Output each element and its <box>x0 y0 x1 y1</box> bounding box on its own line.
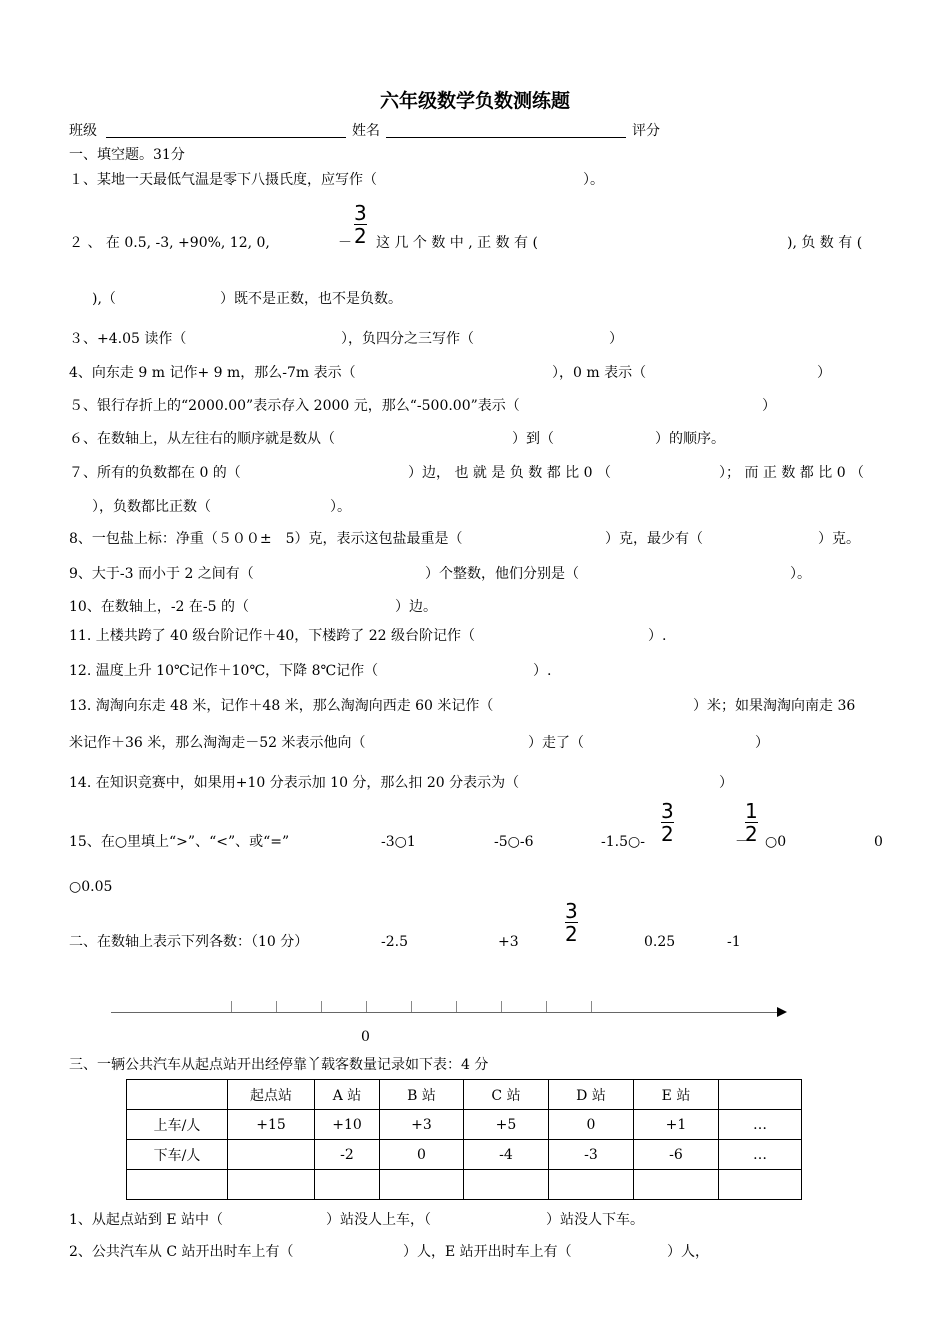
table-cell: B 站 <box>380 1080 464 1110</box>
q7-end: ）。 <box>330 499 351 515</box>
bus-passenger-table <box>126 1079 802 1200</box>
number-line-zero: 0 <box>361 1029 370 1045</box>
table-cell: 下车/人 <box>127 1140 228 1170</box>
q2-neither: ）既不是正数，也不是负数。 <box>220 291 402 307</box>
table-cell[interactable] <box>719 1170 802 1200</box>
q10-end: ）边。 <box>395 599 437 615</box>
table-cell: … <box>719 1140 802 1170</box>
number-line-arrow <box>777 1007 787 1017</box>
table-cell: +1 <box>634 1110 719 1140</box>
page-title: 六年级数学负数测练题 <box>379 90 570 112</box>
q8-end: ）克。 <box>818 531 860 547</box>
q12-temp: 12. 温度上升 10℃记作＋10℃，下降 8℃记作（ <box>69 663 379 679</box>
table-cell[interactable] <box>315 1170 380 1200</box>
q8-least: ）克，最少有（ <box>605 531 703 547</box>
s3-q1-text: 1、从起点站到 E 站中（ <box>69 1212 224 1228</box>
q3-write: ），负四分之三写作（ <box>341 331 474 347</box>
section3-heading: 三、一辆公共汽车从起点站开出经停靠丫载客数量记录如下表：4 分 <box>69 1057 489 1073</box>
score-label: 评分 <box>632 123 660 139</box>
s3-q2-text: 2、公共汽车从 C 站开出时车上有（ <box>69 1244 294 1260</box>
s3-q2-e-station: ）人，E 站开出时车上有（ <box>403 1244 572 1260</box>
q3-end: ） <box>609 331 623 347</box>
q14-end: ） <box>719 775 733 791</box>
q5-bank: ５、银行存折上的“2000.00”表示存入 2000 元，那么“-500.00”表示（ <box>69 398 520 414</box>
q15-item5-left: 0 <box>874 834 883 850</box>
q1-end: ）。 <box>583 172 604 188</box>
table-cell: D 站 <box>549 1080 634 1110</box>
q13-walked: ）走了（ <box>528 735 584 751</box>
q15-instruction: 15、在○里填上“>”、“<”、或“=” <box>69 834 290 850</box>
number-line-tick <box>456 1001 457 1012</box>
table-cell: -4 <box>464 1140 549 1170</box>
class-label: 班级 <box>69 123 97 139</box>
q9-which: ）个整数，他们分别是（ <box>425 566 579 582</box>
fraction-denominator: 2 <box>661 822 674 846</box>
value-0-25: 0.25 <box>644 934 676 950</box>
q8-salt: 8、一包盐上标：净重（５００± 5）克，表示这包盐最重是（ <box>69 531 463 547</box>
q2-negative-prompt: ), 负 数 有 ( <box>787 235 863 251</box>
fraction-denominator: 2 <box>354 224 367 248</box>
q11-end: ）. <box>648 628 667 644</box>
table-cell <box>228 1140 315 1170</box>
fraction-3-2 <box>354 203 367 246</box>
table-row <box>127 1170 802 1200</box>
s3-q1-none-off: ）站没人下车。 <box>546 1212 644 1228</box>
q13-direction: 米记作＋36 米，那么淘淘走－52 米表示他向（ <box>69 735 366 751</box>
q7-positive: ）； 而 正 数 都 比 0 （ <box>719 465 865 481</box>
number-line-tick <box>366 1001 367 1012</box>
q2-positive-prompt: 这 几 个 数 中 , 正 数 有 ( <box>376 235 538 251</box>
number-line-tick <box>546 1001 547 1012</box>
table-cell: +3 <box>380 1110 464 1140</box>
q9-between: 9、大于-3 而小于 2 之间有（ <box>69 566 254 582</box>
q13-west: 13. 淘淘向东走 48 米，记作＋48 米，那么淘淘向西走 60 米记作（ <box>69 698 494 714</box>
table-cell <box>127 1080 228 1110</box>
fraction-numerator: 3 <box>565 899 578 923</box>
q1-text: １、某地一天最低气温是零下八摄氏度，应写作（ <box>69 172 377 188</box>
q15-item5-right: ○0.05 <box>69 879 113 895</box>
number-line-tick <box>411 1001 412 1012</box>
table-cell: E 站 <box>634 1080 719 1110</box>
q7-less-than: ）边， 也 就 是 负 数 都 比 0 （ <box>408 465 611 481</box>
table-cell[interactable] <box>228 1170 315 1200</box>
section1-heading: 一、填空题。31分 <box>69 147 185 163</box>
q10-axis: 10、在数轴上，-2 在-5 的（ <box>69 599 249 615</box>
number-line-tick <box>321 1001 322 1012</box>
table-row <box>127 1140 802 1170</box>
table-cell <box>719 1080 802 1110</box>
table-cell: +10 <box>315 1110 380 1140</box>
q4-zero: ），0 m 表示（ <box>552 365 647 381</box>
q2-minus: － <box>338 235 352 251</box>
q11-stairs: 11. 上楼共跨了 40 级台阶记作＋40，下楼跨了 22 级台阶记作（ <box>69 628 475 644</box>
fraction-numerator: 3 <box>661 799 674 823</box>
table-cell: C 站 <box>464 1080 549 1110</box>
table-cell: 0 <box>380 1140 464 1170</box>
q15-item2: -5○-6 <box>494 834 534 850</box>
table-cell: +15 <box>228 1110 315 1140</box>
table-row <box>127 1110 802 1140</box>
q3-read: ３、+4.05 读作（ <box>69 331 187 347</box>
q4-end: ） <box>817 365 831 381</box>
table-cell[interactable] <box>634 1170 719 1200</box>
table-cell: 0 <box>549 1110 634 1140</box>
value-neg-2-5: -2.5 <box>381 934 408 950</box>
fraction-1-2 <box>745 801 758 844</box>
q5-end: ） <box>762 398 776 414</box>
fraction-3-2-axis <box>565 901 578 944</box>
q13-south: ）米；如果淘淘向南走 36 <box>693 698 856 714</box>
fraction-denominator: 2 <box>565 922 578 946</box>
q15-item4: ○0 <box>765 834 787 850</box>
q4-east: 4、向东走 9 m 记作+ 9 m，那么-7m 表示（ <box>69 365 356 381</box>
number-line-tick <box>501 1001 502 1012</box>
fraction-3-2-q15 <box>661 801 674 844</box>
q6-to: ）到（ <box>512 431 554 447</box>
table-cell: +5 <box>464 1110 549 1140</box>
table-cell: A 站 <box>315 1080 380 1110</box>
s3-q1-none-on: ）站没人上车，（ <box>326 1212 431 1228</box>
q7-negative: ７、所有的负数都在 0 的（ <box>69 465 241 481</box>
name-label: 姓名 <box>352 123 380 139</box>
table-cell[interactable] <box>549 1170 634 1200</box>
value-neg-1: -1 <box>727 934 741 950</box>
q6-order: ）的顺序。 <box>655 431 725 447</box>
class-field[interactable] <box>106 125 346 138</box>
q7-compare: ），负数都比正数（ <box>92 499 211 515</box>
table-header-row <box>127 1080 802 1110</box>
name-field[interactable] <box>386 125 626 138</box>
table-cell: 上车/人 <box>127 1110 228 1140</box>
q6-axis: ６、在数轴上，从左往右的顺序就是数从（ <box>69 431 335 447</box>
number-line-tick <box>231 1001 232 1012</box>
number-line-axis <box>111 1012 779 1013</box>
fraction-denominator: 2 <box>745 822 758 846</box>
q2-continuation: ),（ <box>92 291 116 307</box>
section2-heading: 二、在数轴上表示下列各数：（10 分） <box>69 934 309 950</box>
q13-end: ） <box>755 735 769 751</box>
q12-end: ）. <box>533 663 552 679</box>
q15-item1: -3○1 <box>381 834 416 850</box>
table-cell: -2 <box>315 1140 380 1170</box>
q15-item3: -1.5○- <box>601 834 645 850</box>
q15-minus: － <box>735 834 749 850</box>
table-cell[interactable] <box>464 1170 549 1200</box>
value-pos-3: +3 <box>498 934 519 950</box>
fraction-numerator: 3 <box>354 201 367 225</box>
table-cell: -3 <box>549 1140 634 1170</box>
table-cell[interactable] <box>380 1170 464 1200</box>
number-line-tick <box>276 1001 277 1012</box>
q14-quiz: 14. 在知识竞赛中，如果用+10 分表示加 10 分，那么扣 20 分表示为（ <box>69 775 520 791</box>
table-cell[interactable] <box>127 1170 228 1200</box>
fraction-numerator: 1 <box>745 799 758 823</box>
table-cell: … <box>719 1110 802 1140</box>
s3-q2-end: ）人， <box>667 1244 709 1260</box>
table-cell: 起点站 <box>228 1080 315 1110</box>
table-cell: -6 <box>634 1140 719 1170</box>
q2-numbers: ２ 、 在 0.5, -3, +90%, 12, 0, <box>69 235 270 251</box>
number-line-tick <box>591 1001 592 1012</box>
q9-end: ）。 <box>790 566 811 582</box>
